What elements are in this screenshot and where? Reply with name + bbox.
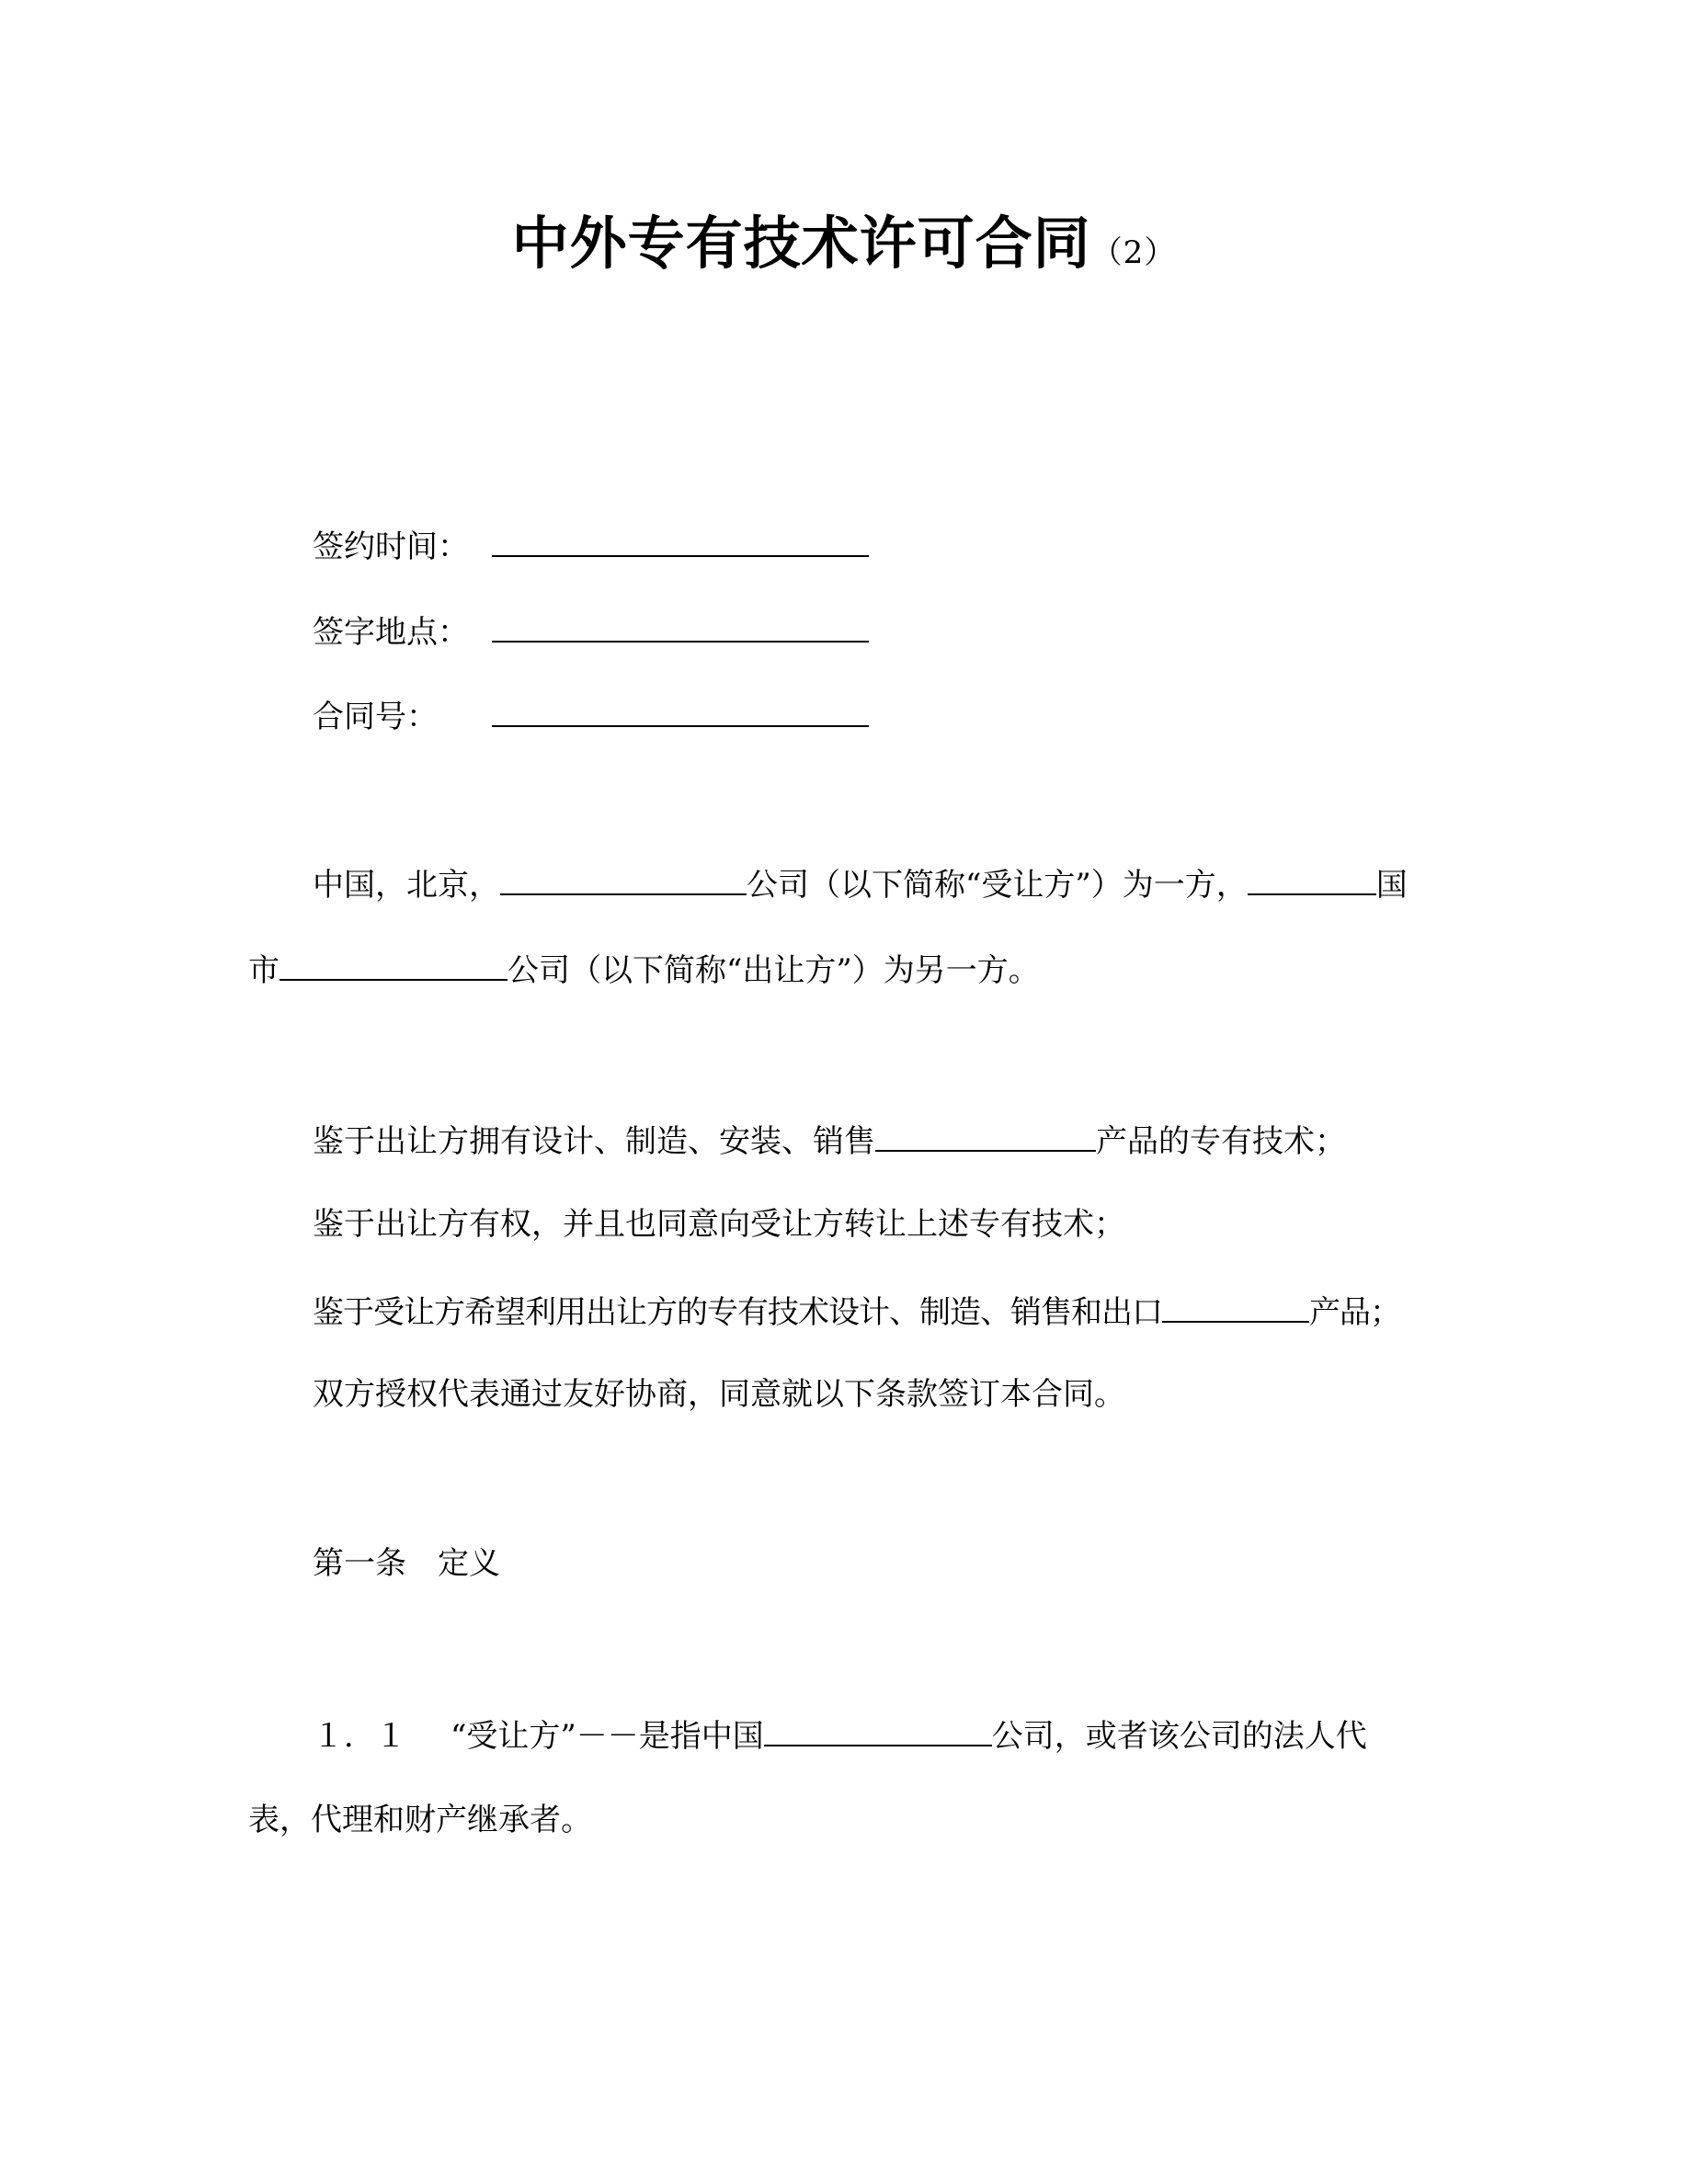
field-label: 签字地点： — [313, 614, 469, 651]
licensee-china-company-blank[interactable] — [764, 1713, 992, 1746]
text: 产品的专有技术； — [1096, 1123, 1346, 1160]
title-main: 中外专有技术许可合同 — [511, 210, 1091, 277]
parties-line-2 — [248, 948, 1040, 991]
field-label: 签约时间： — [313, 529, 469, 565]
text: 国 — [1375, 867, 1408, 904]
text: 鉴于出让方拥有设计、制造、安装、销售 — [313, 1123, 875, 1160]
signing-place-blank[interactable] — [492, 609, 869, 643]
product-blank[interactable] — [875, 1119, 1096, 1152]
clause-number: １．１ — [313, 1718, 406, 1755]
article-1-heading: 第一条 定义 — [313, 1545, 500, 1582]
text: 公司，或者该公司的法人代 — [991, 1718, 1367, 1755]
recital-3 — [313, 1290, 1400, 1333]
text: 市 — [248, 952, 279, 989]
licensee-company-blank[interactable] — [500, 862, 747, 895]
parties-line-1 — [313, 862, 1408, 905]
clause-1-1-cont: 表，代理和财产继承者。 — [248, 1802, 592, 1838]
title-suffix: （2） — [1090, 234, 1177, 271]
field-signing-time — [313, 524, 869, 567]
field-label: 合同号： — [313, 699, 438, 735]
recital-2: 鉴于出让方有权，并且也同意向受让方转让上述专有技术； — [313, 1206, 1125, 1243]
text: 公司（以下简称“受让方”）为一方， — [747, 867, 1248, 904]
text: “受让方”－－是指中国 — [451, 1718, 764, 1755]
clause-1-1 — [313, 1713, 1367, 1757]
text: 中国，北京， — [313, 867, 500, 904]
licensor-company-blank[interactable] — [279, 948, 508, 981]
text: 公司（以下简称“出让方”）为另一方。 — [508, 952, 1040, 989]
contract-number-blank[interactable] — [492, 694, 869, 727]
document-title — [0, 198, 1688, 279]
export-product-blank[interactable] — [1162, 1290, 1309, 1323]
field-contract-number — [313, 694, 869, 737]
recital-4: 双方授权代表通过友好协商，同意就以下条款签订本合同。 — [313, 1376, 1125, 1413]
field-signing-place — [313, 609, 869, 653]
text: 鉴于受让方希望利用出让方的专有技术设计、制造、销售和出口 — [313, 1294, 1162, 1331]
text: 产品； — [1309, 1294, 1400, 1331]
recital-1 — [313, 1119, 1346, 1162]
signing-time-blank[interactable] — [492, 524, 869, 557]
licensor-country-blank[interactable] — [1248, 862, 1376, 895]
